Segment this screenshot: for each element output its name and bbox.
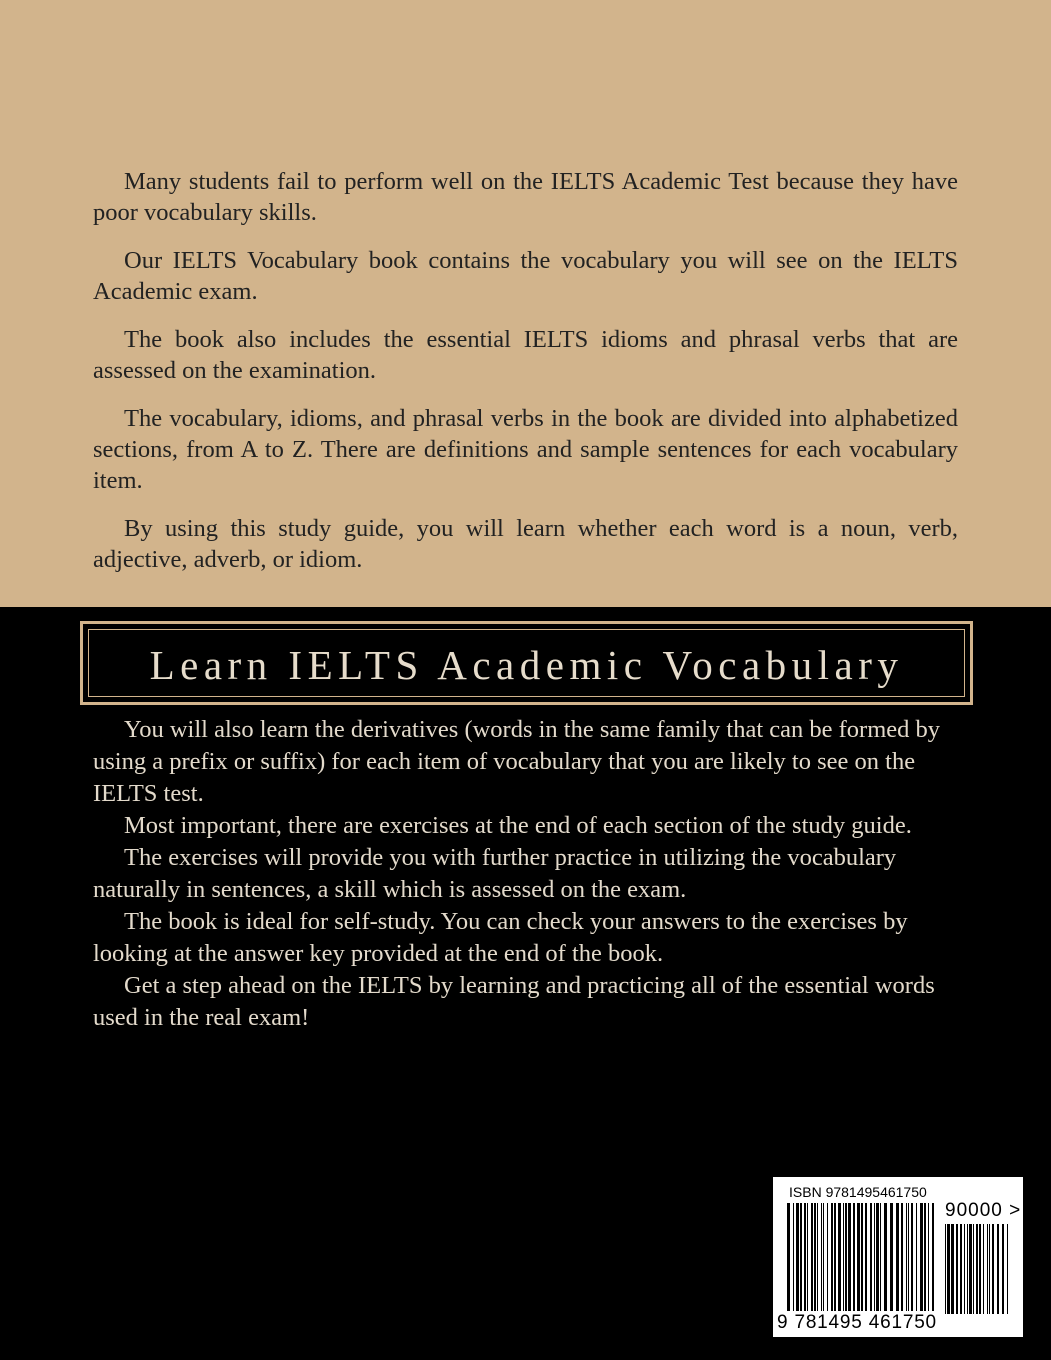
barcode-bar bbox=[901, 1203, 903, 1311]
barcode-bar bbox=[853, 1203, 855, 1311]
barcode-bar bbox=[967, 1224, 968, 1314]
barcode-bar bbox=[976, 1224, 978, 1314]
barcode-bar bbox=[865, 1203, 867, 1311]
isbn-barcode bbox=[773, 1177, 1023, 1337]
barcode-bar bbox=[896, 1203, 899, 1311]
barcode-bar bbox=[890, 1203, 893, 1311]
barcode-bar bbox=[834, 1203, 836, 1311]
bottom-paragraph-4: The book is ideal for self-study. You can check your answers to the exercises by looking at the answer key provided at the end of the book. bbox=[93, 908, 908, 967]
barcode-bar bbox=[787, 1203, 790, 1311]
barcode-bar bbox=[964, 1224, 965, 1314]
barcode-bar bbox=[983, 1224, 984, 1314]
title-frame bbox=[80, 621, 973, 705]
barcode-bar bbox=[987, 1224, 988, 1314]
price-barcode-bars bbox=[945, 1224, 1008, 1314]
top-paragraph-5: By using this study guide, you will learn whether each word is a noun, verb, adjective, adverb, or idiom. bbox=[93, 515, 958, 573]
barcode-bar bbox=[992, 1224, 994, 1314]
title-inner-border bbox=[88, 629, 965, 697]
barcode-bar bbox=[989, 1224, 990, 1314]
barcode-bar bbox=[924, 1203, 926, 1311]
barcode-bar bbox=[807, 1203, 808, 1311]
barcode-bar bbox=[876, 1203, 879, 1311]
bottom-description bbox=[93, 714, 958, 1034]
bottom-paragraph-2: Most important, there are exercises at the end of each section of the study guide. bbox=[124, 812, 912, 839]
barcode-bar bbox=[969, 1224, 972, 1314]
barcode-bar bbox=[906, 1203, 907, 1311]
barcode-bar bbox=[880, 1203, 881, 1311]
barcode-bar bbox=[979, 1224, 981, 1314]
barcode-bar bbox=[817, 1203, 818, 1311]
barcode-bar bbox=[831, 1203, 833, 1311]
top-paragraph-2: Our IELTS Vocabulary book contains the vocabulary you will see on the IELTS Academic exam. bbox=[93, 247, 958, 305]
barcode-bar bbox=[845, 1203, 847, 1311]
barcode-bar bbox=[843, 1203, 844, 1311]
barcode-bar bbox=[956, 1224, 958, 1314]
barcode-bar bbox=[908, 1203, 909, 1311]
bottom-paragraph-3: The exercises will provide you with further practice in utilizing the vocabulary naturally in sentences, a skill which is assessed on the exam. bbox=[93, 844, 897, 903]
barcode-bar bbox=[800, 1203, 802, 1311]
isbn-label: ISBN 9781495461750 bbox=[789, 1184, 927, 1200]
barcode-bar bbox=[874, 1203, 875, 1311]
barcode-bar bbox=[920, 1203, 923, 1311]
barcode-bar bbox=[916, 1203, 917, 1311]
barcode-bar bbox=[838, 1203, 841, 1311]
barcode-bar bbox=[848, 1203, 851, 1311]
barcode-bar bbox=[793, 1203, 794, 1311]
barcode-bar bbox=[932, 1203, 934, 1311]
top-paragraph-4: The vocabulary, idioms, and phrasal verbs in the book are divided into alphabetized sections, from A to Z. There are definitions and sample sentences for each vocabulary item. bbox=[93, 405, 958, 494]
barcode-bar bbox=[827, 1203, 828, 1311]
barcode-bar bbox=[821, 1203, 822, 1311]
barcode-bar bbox=[947, 1224, 950, 1314]
barcode-bar bbox=[1002, 1224, 1004, 1314]
top-paragraph-1: Many students fail to perform well on the IELTS Academic Test because they have poor vocabulary skills. bbox=[93, 168, 958, 226]
top-paragraph-3: The book also includes the essential IELTS idioms and phrasal verbs that are assessed on the examination. bbox=[93, 326, 958, 384]
bottom-paragraph-1: You will also learn the derivatives (words in the same family that can be formed by using a prefix or suffix) for each item of vocabulary that you are likely to see on the IELTS test. bbox=[93, 716, 941, 807]
bottom-paragraph-5: Get a step ahead on the IELTS by learning and practicing all of the essential words used in the real exam! bbox=[93, 972, 935, 1031]
barcode-bar bbox=[796, 1203, 799, 1311]
barcode-bar bbox=[804, 1203, 806, 1311]
top-panel bbox=[0, 0, 1051, 607]
barcode-bar bbox=[911, 1203, 913, 1311]
top-description bbox=[93, 166, 958, 592]
book-title: Learn IELTS Academic Vocabulary bbox=[149, 642, 904, 688]
barcode-bar bbox=[857, 1203, 860, 1311]
barcode-bar bbox=[928, 1203, 929, 1311]
barcode-bar bbox=[814, 1203, 816, 1311]
price-code: 90000 > bbox=[945, 1200, 1022, 1221]
barcode-bar bbox=[960, 1224, 962, 1314]
barcode-bar bbox=[973, 1224, 974, 1314]
barcode-bar bbox=[861, 1203, 863, 1311]
barcode-bars bbox=[787, 1203, 937, 1311]
barcode-bar bbox=[811, 1203, 813, 1311]
barcode-bar bbox=[945, 1224, 946, 1314]
barcode-bar bbox=[1007, 1224, 1008, 1314]
barcode-bar bbox=[884, 1203, 887, 1311]
barcode-bar bbox=[823, 1203, 824, 1311]
barcode-bar bbox=[870, 1203, 872, 1311]
barcode-bar bbox=[997, 1224, 999, 1314]
barcode-bar bbox=[951, 1224, 954, 1314]
barcode-digits: 9 781495 461750 bbox=[777, 1312, 937, 1333]
